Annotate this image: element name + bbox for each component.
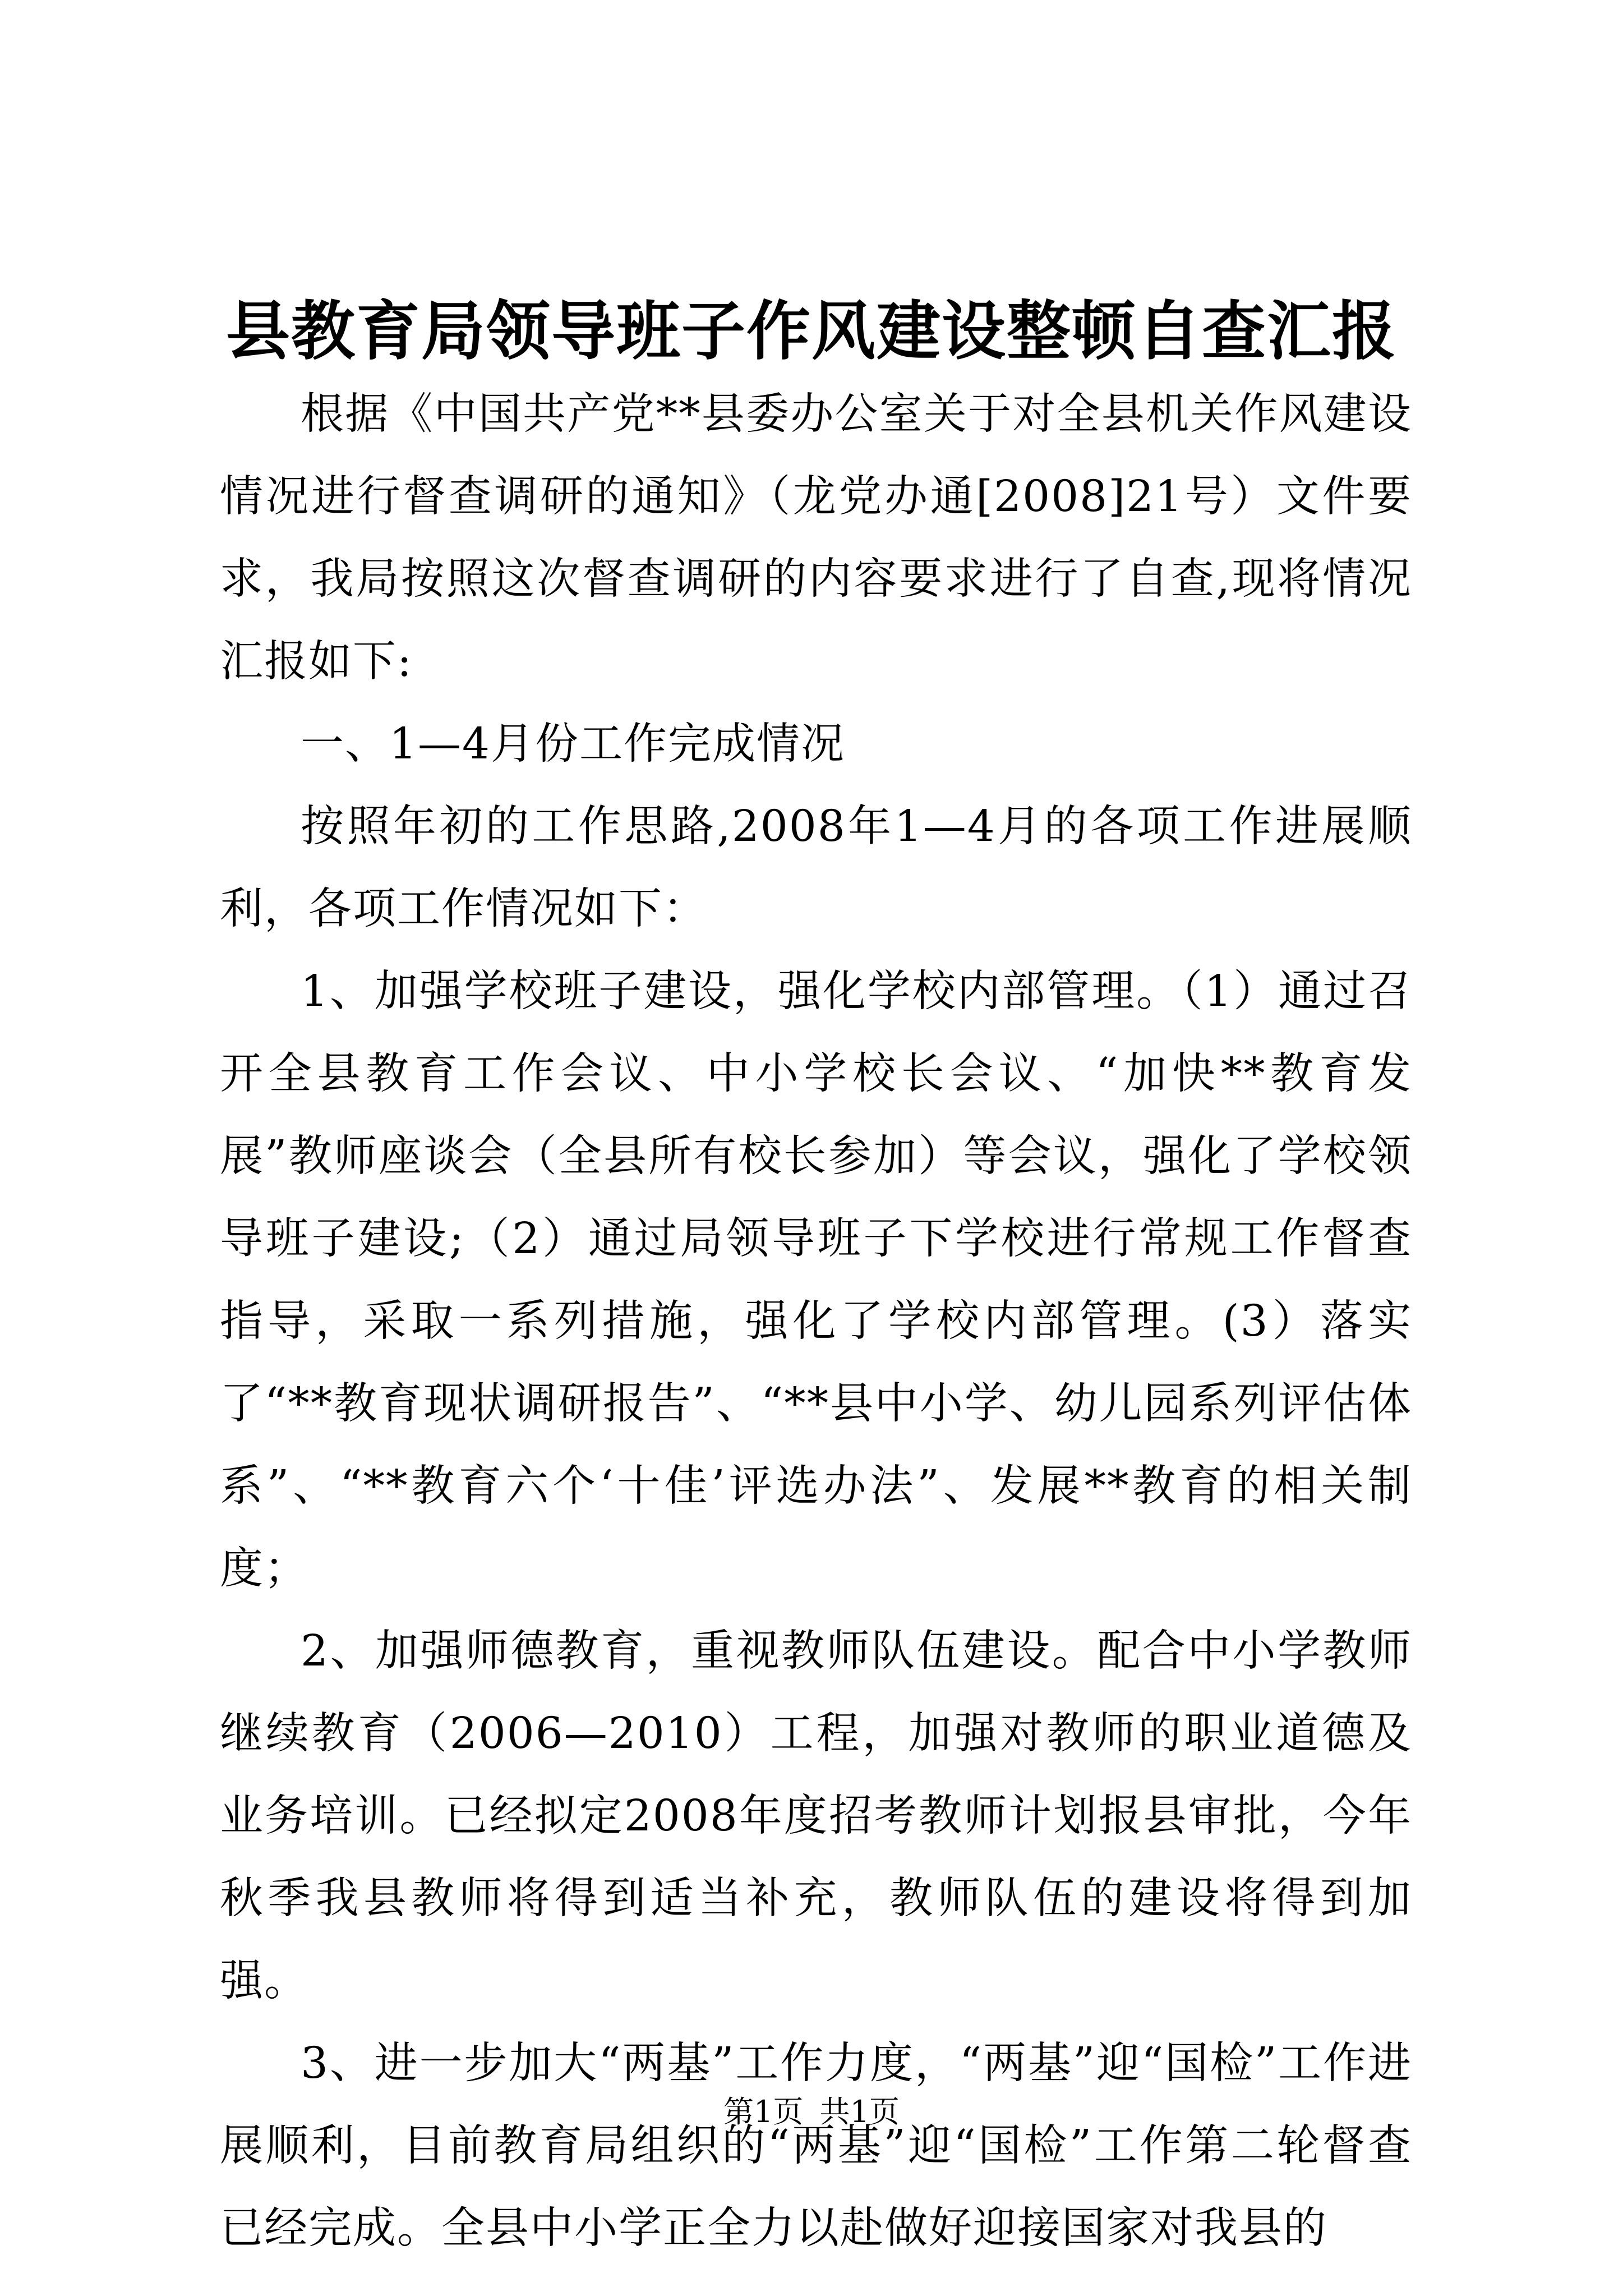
paragraph-overview: 按照年初的工作思路,2008年1—4月的各项工作进展顺利，各项工作情况如下： xyxy=(220,802,1412,934)
paragraph-item-1: 1、加强学校班子建设，强化学校内部管理。（1）通过召开全县教育工作会议、中小学校长会议、“加快**教育发展”教师座谈会（全县所有校长参加）等会议，强化了学校领导班子建设;（2）通过局领导班子下学校进行常规工作督查指导，采取一系列措施，强化了学校内部管理。(3）落实了“**教育现状调研报告”、“**县中小学、幼儿园系列评估体系”、“**教育六个‘十佳’评选办法”、发展**教育的相关制度； xyxy=(220,967,1412,1594)
paragraph-intro: 根据《中国共产党**县委办公室关于对全县机关作风建设情况进行督查调研的通知》（龙党办通[2008]21号）文件要求，我局按照这次督查调研的内容要求进行了自查,现将情况汇报如下: xyxy=(220,389,1412,687)
document-body xyxy=(220,373,1412,2270)
paragraph-item-3: 3、进一步加大“两基”工作力度，“两基”迎“国检”工作进展顺利，目前教育局组织的“两基”迎“国检”工作第二轮督查已经完成。全县中小学正全力以赴做好迎接国家对我县的 xyxy=(220,2039,1412,2253)
page-footer xyxy=(0,2090,1623,2134)
total-pages: 共1页 xyxy=(819,2094,900,2129)
section-heading-1: 一、1—4月份工作完成情况 xyxy=(301,719,845,769)
page-number: 第1页 xyxy=(723,2094,804,2129)
document-title: 县教育局领导班子作风建设整顿自查汇报 xyxy=(225,293,1397,369)
paragraph-item-2: 2、加强师德教育，重视教师队伍建设。配合中小学教师继续教育（2006—2010）工程，加强对教师的职业道德及业务培训。已经拟定2008年度招考教师计划报县审批，今年秋季我县教师将得到适当补充，教师队伍的建设将得到加强。 xyxy=(220,1626,1412,2006)
